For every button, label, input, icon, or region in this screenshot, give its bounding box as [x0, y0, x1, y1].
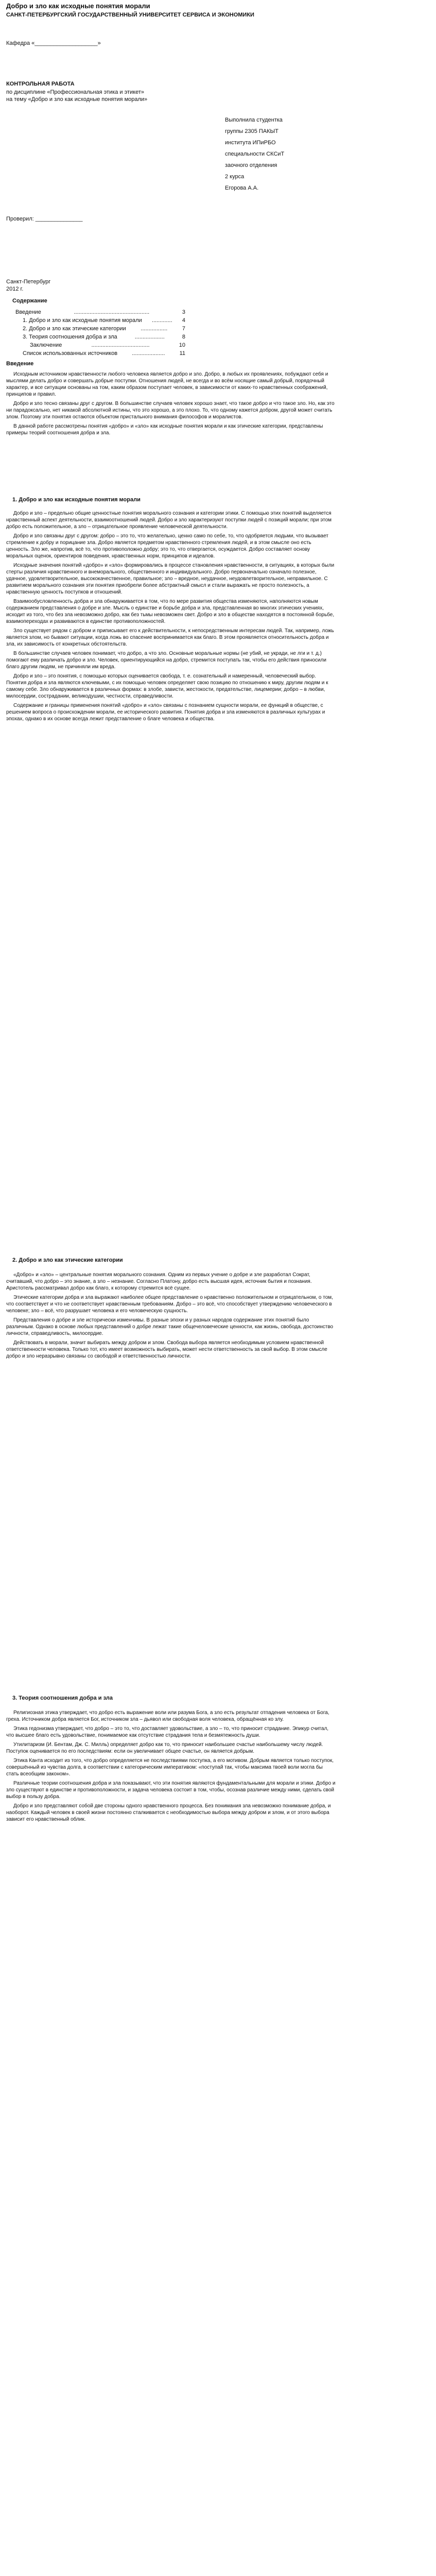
paragraph: Добро и зло связаны друг с другом: добро – это то, что желательно, ценно само по себе, то, что одобряется людьми, что вызывает стремление к добру и порицание зла. Добро является предметом нравственного стремления людей, и в этом смысле оно есть ценность. Зло же, напротив, всё то, что противоположно добру; это то, что отвергается, осуждается. Добро составляет основу моральных оценок, ориентиров поведения, нравственных норм, принципов и идеалов.	[6, 533, 328, 559]
paragraph: Действовать в морали, значит выбирать между добром и злом. Свобода выбора является необходимым условием нравственной ответственности человека. Только тот, кто имеет возможность выбирать, может нести ответственность за свой выбор. В этом смысле добро и зло неразрывно связаны со свободой и ответственностью личности.	[6, 1340, 327, 1359]
toc-title: Содержание	[12, 298, 47, 304]
checked-by: Проверил: _______________	[6, 216, 83, 222]
department-line: Кафедра «____________________»	[6, 40, 101, 46]
document-title: Добро и зло как исходные понятия морали	[6, 2, 150, 10]
city-year	[6, 278, 50, 293]
paragraph: В большинстве случаев человек понимает, что добро, а что зло. Основные моральные нормы (не убий, не укради, не лги и т. д.) помогают ему различать добро и зло. Человек, ориентирующийся на добро, стремится поступать так, чтобы его действия приносили благо другим людям, не причиняли им вреда.	[6, 651, 326, 670]
section1-body	[6, 510, 336, 725]
intro-body	[6, 371, 336, 439]
paragraph: Утилитаризм (И. Бентам, Дж. С. Милль) определяет добро как то, что приносит наибольшее счастье наибольшему числу людей. Поступок оценивается по его последствиям: если он увеличивает общее счастье, он является добрым.	[6, 1742, 323, 1754]
paragraph: Взаимообусловленность добра и зла обнаруживается в том, что по мере развития общества изменяются, наполняются новым содержанием представления о добре и зле. Мысль о единстве и борьбе добра и зла, представленная во многих этических учениях, исходит из того, что без зла невозможно добро, как без тьмы невозможен свет. Добро и зло в обществе находятся в постоянной борьбе, взаимопереходах и развиваются в единстве противоположностей.	[6, 599, 335, 624]
work-subtitle	[6, 89, 274, 103]
paragraph: Религиозная этика утверждает, что добро есть выражение воли или разума Бога, а зло есть результат отпадения человека от Бога, греха. Источником добра является Бог, источником зла – дьявол или свободная воля человека, обращённая ко злу.	[6, 1710, 329, 1722]
paragraph: Добро и зло – это понятия, с помощью которых оценивается свобода, т. е. сознательный и намеренный, человеческий выбор. Понятия добра и зла являются ключевыми, с их помощью человек определяет свою позицию по отношению к миру, другим людям и к самому себе. Зло обнаруживается в различных формах: в злобе, зависти, жестокости, предательстве, лицемерии; добро – в любви, милосердии, сострадании, великодушии, честности, справедливости.	[6, 673, 328, 699]
table-of-contents	[15, 308, 185, 358]
year: 2012 г.	[6, 286, 24, 292]
paragraph: Исходные значения понятий «добро» и «зло» формировались в процессе становления нравственности, в ситуациях, в которых были стерты различия нравственного и внеморального, общественного и индивидуального. Добро первоначально означало полезное, удачное, удовлетворительное, высококачественное, правильное; зло – вредное, неудачное, неудовлетворительное, неправильное. С развитием морального сознания эти понятия приобрели более абстрактный смысл и стали выражать не просто полезность, а нравственную ценность поступков и отношений.	[6, 563, 335, 595]
paragraph: Добро и зло представляют собой две стороны одного нравственного процесса. Без понимания зла невозможно понимание добра, и наоборот. Каждый человек в своей жизни постоянно сталкивается с необходимостью выбора между добром и злом, и от этого выбора зависит его нравственный облик.	[6, 1803, 331, 1822]
work-type: КОНТРОЛЬНАЯ РАБОТА	[6, 81, 75, 87]
paragraph: Различные теории соотношения добра и зла показывают, что эти понятия являются фундаментальными для морали и этики. Добро и зло существуют в единстве и противоположности, и задача человека состоит в том, чтобы, осознав различие между ними, сделать свой выбор в пользу добра.	[6, 1781, 336, 1800]
intro-heading: Введение	[6, 361, 34, 367]
paragraph: В данной работе рассмотрены понятия «добро» и «зло» как исходные понятия морали и как этические категории, представлены примеры теорий соотношения добра и зла.	[6, 423, 323, 436]
section-heading: 1. Добро и зло как исходные понятия морали	[12, 497, 141, 503]
work-topic: на тему «Добро и зло как исходные понятия морали»	[6, 96, 148, 103]
paragraph: «Добро» и «зло» – центральные понятия морального сознания. Одним из первых учение о добре и зле разработал Сократ, считавший, что добро – это знание, а зло – незнание. Согласно Платону, добро есть высшая идея, источник бытия и познания. Аристотель рассматривал добро как благо, к которому стремится всё сущее.	[6, 1272, 312, 1291]
paragraph: Этика Канта исходит из того, что добро определяется не последствиями поступка, а его мотивом. Добрым является только поступок, совершённый из чувства долга, в соответствии с категорическим императивом: «поступай так, чтобы максима твоей воли могла бы стать всеобщим законом».	[6, 1758, 334, 1777]
student-line: института ИПиРБО	[225, 140, 276, 146]
student-line: заочного отделения	[225, 162, 277, 168]
paragraph: Добро и зло тесно связаны друг с другом. В большинстве случаев человек хорошо знает, что такое добро и что такое зло. Но, как это ни парадоксально, нет никакой абсолютной истины, что это хорошо, а это плохо. То, что одному кажется добром, другой может считать злом. Поэтому эти понятия остаются объектом пристального внимания философов и моралистов.	[6, 401, 335, 420]
paragraph: Зло существует рядом с добром и приписывает его к действительности, к непосредственным интересам людей. Так, например, ложь является злом, но бывают ситуации, когда ложь во спасение воспринимается как благо. В этом проявляется относительность добра и зла, их зависимость от конкретных обстоятельств.	[6, 628, 334, 647]
paragraph: Содержание и границы применения понятий «добро» и «зло» связаны с познанием сущности морали, ее функций в обществе, с решением вопроса о происхождении морали, ее исторического развития. Понятия добра и зла изменяются в различных культурах и эпохах, однако в их основе всегда лежит представление о благе человека и общества.	[6, 703, 325, 722]
student-line: 2 курса	[225, 174, 245, 180]
student-line: Выполнила студентка	[225, 117, 283, 123]
paragraph: Исходным источником нравственности любого человека является добро и зло. Добро, в любых их проявлениях, побуждают себя и мыслями делать добро и совершать добрые поступки. Отношения людей, не всегда и во всём носящие самый добрый, порядочный характер, и все ситуации основаны на том, каким образом поступает человек, в зависимости от каких-то нравственных соображений, принципов и правил.	[6, 371, 328, 397]
section3-body	[6, 1709, 336, 1825]
paragraph: Этика гедонизма утверждает, что добро – это то, что доставляет удовольствие, а зло – то, что приносит страдание. Эпикур считал, что высшее благо есть удовольствие, понимаемое как отсутствие страдания тела и безмятежность души.	[6, 1726, 329, 1738]
paragraph: Этические категории добра и зла выражают наиболее общее представление о нравственно положительном и отрицательном, о том, что соответствует и что не соответствует нравственным требованиям. Добро – это всё, что способствует утверждению человеческого в человеке; зло – всё, что разрушает человека и его человеческую сущность.	[6, 1295, 333, 1314]
paragraph: Представления о добре и зле исторически изменчивы. В разные эпохи и у разных народов содержание этих понятий было различным. Однако в основе любых представлений о добре лежат такие общечеловеческие ценности, как жизнь, свобода, достоинство личности, справедливость, милосердие.	[6, 1317, 334, 1336]
paragraph: Добро и зло – предельно общие ценностные понятия морального сознания и категории этики. С помощью этих понятий выделяется нравственный аспект деятельности, взаимоотношений людей. Добро и зло характеризуют поступки людей с позиций морали; при этом добро есть положительное, а зло – отрицательное проявление человеческой деятельности.	[6, 511, 332, 530]
student-line: Егорова А.А.	[225, 185, 259, 191]
section2-body	[6, 1272, 336, 1362]
section-heading: 3. Теория соотношения добра и зла	[12, 1695, 113, 1701]
student-info	[225, 114, 284, 194]
university-name: САНКТ-ПЕТЕРБУРГСКИЙ ГОСУДАРСТВЕННЫЙ УНИВЕРСИТЕТ СЕРВИСА И ЭКОНОМИКИ	[6, 12, 254, 18]
student-line: группы 2305 ПАКЫТ	[225, 128, 279, 134]
toc-item: 3. Теория соотношения добра и зла ................... 8	[23, 334, 185, 340]
toc-item: 2. Добро и зло как этические категории ................. 7	[23, 326, 185, 332]
city: Санкт-Петербург	[6, 279, 51, 285]
toc-item: Список использованных источников ..................... 11	[23, 350, 185, 357]
work-discipline: по дисциплине «Профессиональная этика и этикет»	[6, 89, 145, 95]
toc-item: 1. Добро и зло как исходные понятия морали ............. 4	[23, 317, 185, 324]
toc-item: Введение ................................................ 3	[15, 309, 185, 315]
section-heading: 2. Добро и зло как этические категории	[12, 1257, 123, 1263]
student-line: специальности СКСиТ	[225, 151, 285, 157]
toc-item: Заключение ..................................... 10	[30, 342, 185, 348]
